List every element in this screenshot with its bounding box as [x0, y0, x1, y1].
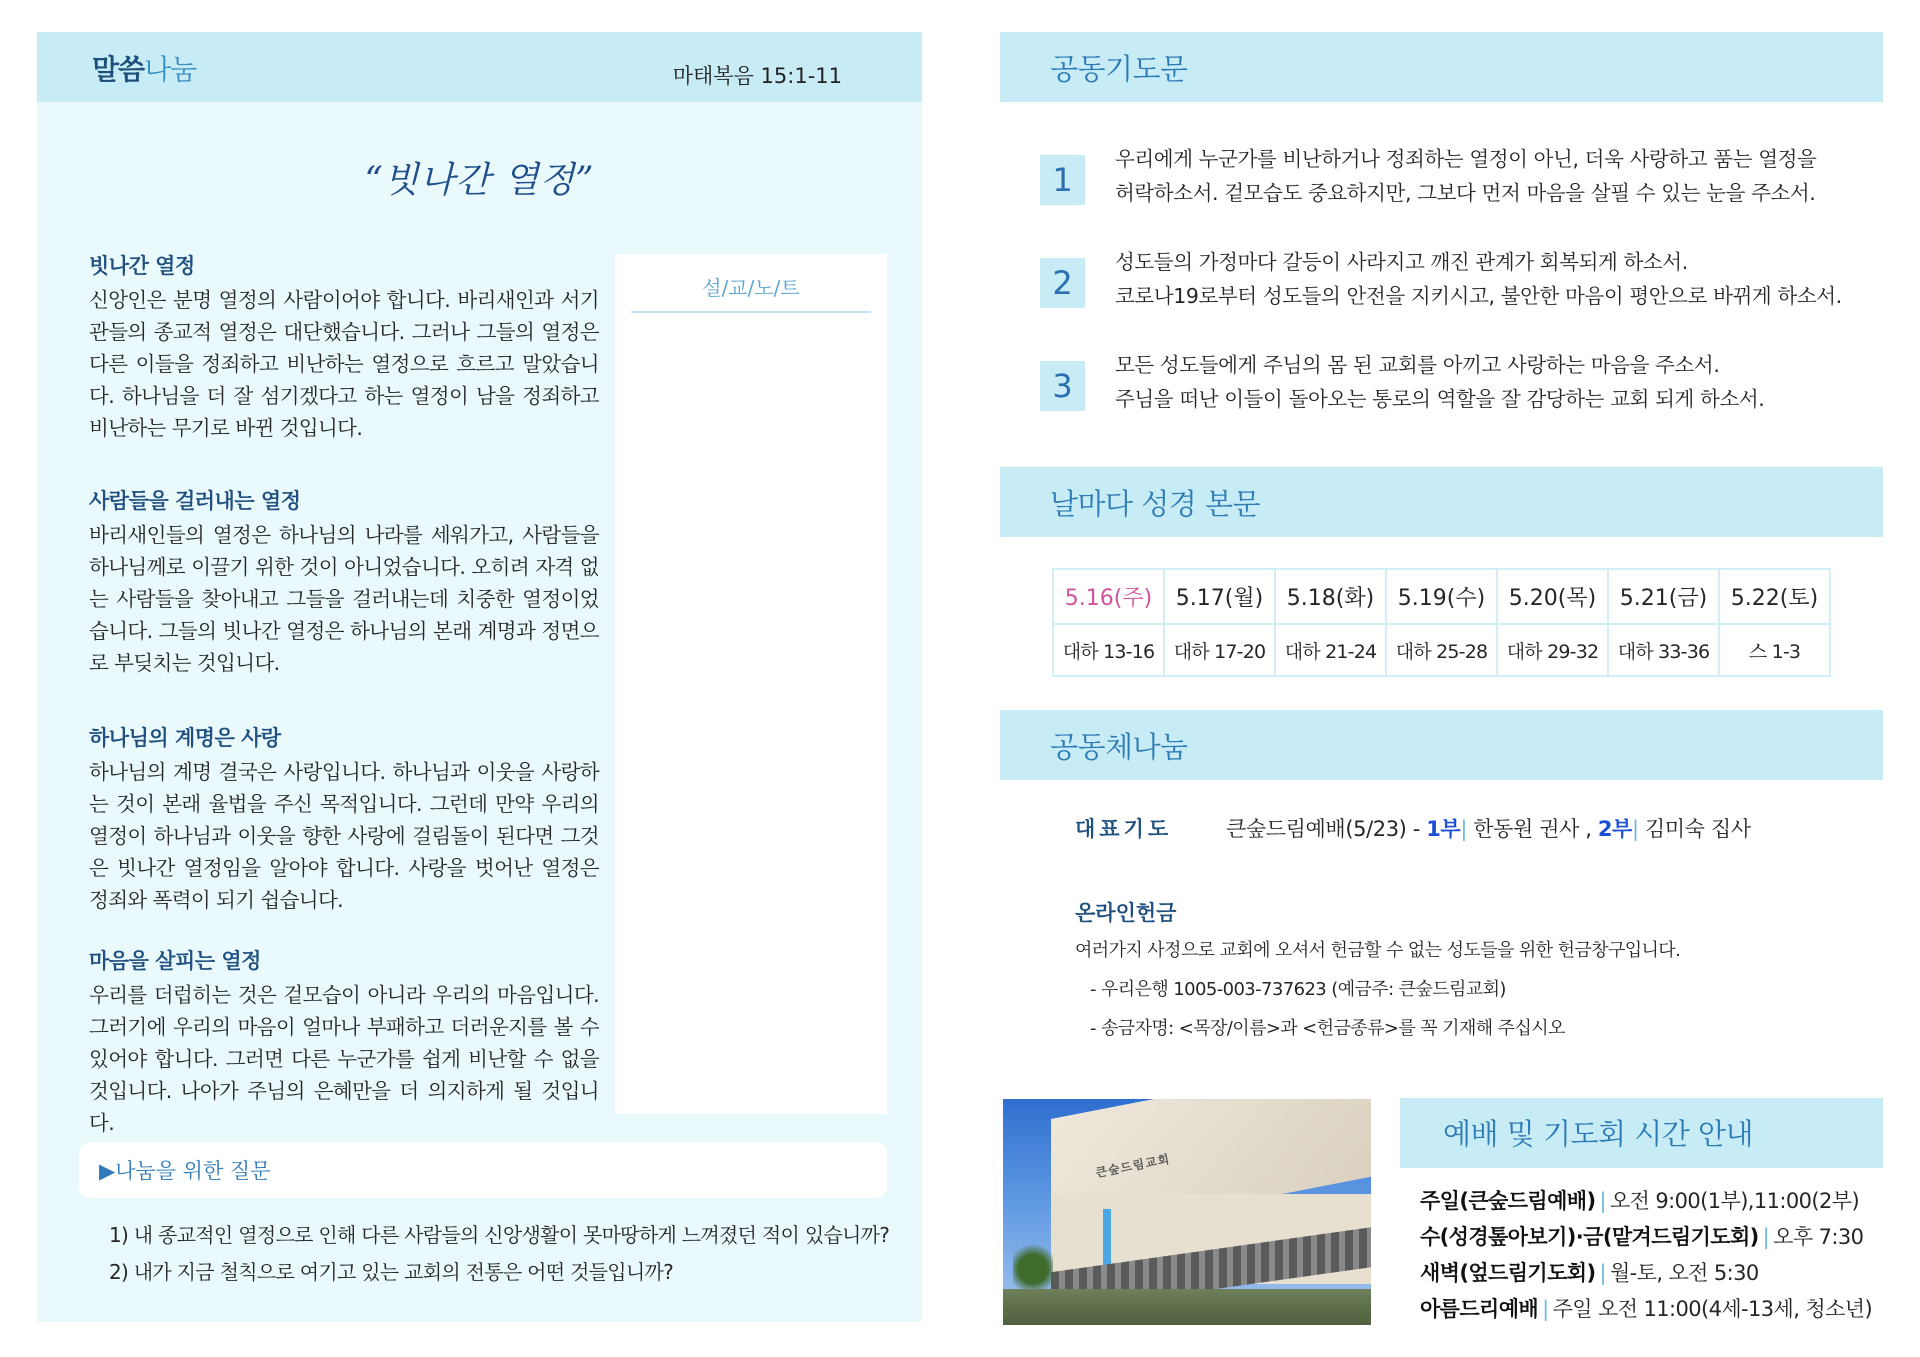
reading-day: 5.16(주) — [1053, 569, 1164, 624]
prayer-text — [1115, 245, 1842, 313]
representative-prayer-label: 대표기도 — [1075, 817, 1173, 841]
readings-refs-row — [1053, 624, 1830, 676]
question-item: 1) 내 종교적인 열정으로 인해 다른 사람들의 신앙생활이 못마땅하게 느껴졌던 적이 있습니까? — [109, 1223, 890, 1247]
divider: | — [1762, 1225, 1770, 1249]
sermon-label-b: 나눔 — [144, 53, 197, 86]
question-list — [109, 1217, 909, 1291]
prayer-line: 허락하소서. 겉모습도 중요하지만, 그보다 먼저 마음을 살필 수 있는 눈을 주소서. — [1115, 181, 1816, 205]
sermon-header — [37, 32, 922, 102]
online-offering-note: - 송금자명: <목장/이름>과 <헌금종류>를 꼭 기재해 주십시오 — [1090, 1018, 1565, 1039]
section-body: 바리새인들의 열정은 하나님의 나라를 세워가고, 사람들을 하나님께로 이끌기 위한 것이 아니었습니다. 오히려 자격 없는 사람들을 찾아내고 그들을 걸러내는데 치중한 열정이었습니다. 그들의 빗나간 열정은 하나님의 본래 계명과 정면으로 부딪치는 것입니다. — [89, 523, 599, 675]
sermon-label — [92, 48, 196, 88]
prayer-line: 성도들의 가정마다 갈등이 사라지고 깨진 관계가 회복되게 하소서. — [1115, 250, 1688, 274]
reading-ref: 대하 13-16 — [1053, 624, 1164, 676]
prayer-line: 코로나19로부터 성도들의 안전을 지키시고, 불안한 마음이 평안으로 바뀌게 하소서. — [1115, 284, 1842, 308]
prayer-line: 모든 성도들에게 주님의 몸 된 교회를 아끼고 사랑하는 마음을 주소서. — [1115, 353, 1720, 377]
reading-ref: 대하 33-36 — [1608, 624, 1719, 676]
representative-prayer-text — [1226, 813, 1751, 843]
prayer-title: 공동기도문 — [1050, 52, 1188, 86]
divider — [631, 311, 871, 313]
prayer-line: 우리에게 누군가를 비난하거나 정죄하는 열정이 아닌, 더욱 사랑하고 품는 열정을 — [1115, 147, 1817, 171]
building-window — [1103, 1209, 1111, 1269]
readings-table — [1052, 568, 1831, 677]
divider: | — [1460, 817, 1467, 841]
worship-row — [1420, 1185, 1859, 1215]
sermon-section — [89, 250, 599, 444]
prayer-number: 1 — [1040, 155, 1085, 205]
section-heading: 빗나간 열정 — [89, 254, 195, 278]
prayer-number: 3 — [1040, 361, 1085, 411]
sermon-title: “빗나간 열정” — [364, 160, 595, 201]
sermon-label-a: 말씀 — [92, 53, 145, 86]
community-title: 공동체나눔 — [1050, 730, 1188, 764]
rep-service: 큰숲드림예배(5/23) - — [1226, 817, 1420, 841]
building-sign: 큰숲드림교회 — [1094, 1151, 1172, 1181]
worship-name: 주일(큰숲드림예배) — [1420, 1189, 1596, 1213]
question-title: ▶나눔을 위한 질문 — [99, 1159, 271, 1183]
readings-title: 날마다 성경 본문 — [1050, 487, 1261, 521]
worship-row — [1420, 1221, 1863, 1251]
scripture-reference: 마태복음 15:1-11 — [672, 64, 842, 88]
divider: | — [1599, 1261, 1606, 1285]
worship-title: 예배 및 기도회 시간 안내 — [1443, 1117, 1754, 1151]
reading-ref: 대하 25-28 — [1386, 624, 1497, 676]
worship-name: 수(성경톺아보기)·금(맡겨드림기도회) — [1420, 1225, 1759, 1249]
reading-ref: 대하 17-20 — [1164, 624, 1275, 676]
sermon-section — [89, 485, 599, 679]
sermon-notes-box — [615, 254, 887, 1114]
worship-time: 월-토, 오전 5:30 — [1609, 1261, 1759, 1285]
online-offering-title: 온라인헌금 — [1075, 901, 1177, 925]
worship-row — [1420, 1257, 1759, 1287]
divider: | — [1542, 1297, 1549, 1321]
section-heading: 하나님의 계명은 사랑 — [89, 726, 281, 750]
online-offering-desc: 여러가지 사정으로 교회에 오셔서 헌금할 수 없는 성도들을 위한 헌금창구입니다. — [1075, 940, 1681, 961]
reading-ref: 스 1-3 — [1719, 624, 1830, 676]
rep-part-1: 1부 — [1426, 817, 1461, 841]
sermon-panel — [37, 32, 922, 1322]
divider: | — [1599, 1189, 1606, 1213]
section-body: 신앙인은 분명 열정의 사람이어야 합니다. 바리새인과 서기관들의 종교적 열정은 대단했습니다. 그러나 그들의 열정은 다른 이들을 정죄하고 비난하는 열정으로 흐르고 말았습니다. 하나님을 더 잘 섬기겠다고 하는 열정이 남을 정죄하고 비난하는 무기로 바뀐 것입니다. — [89, 288, 599, 440]
community-header — [1000, 710, 1883, 780]
worship-name: 새벽(엎드림기도회) — [1420, 1261, 1596, 1285]
online-offering-account: - 우리은행 1005-003-737623 (예금주: 큰숲드림교회) — [1090, 979, 1506, 1000]
reading-day: 5.22(토) — [1719, 569, 1830, 624]
worship-name: 아름드리예배 — [1420, 1297, 1539, 1321]
worship-time: 오전 9:00(1부),11:00(2부) — [1609, 1189, 1860, 1213]
rep-name-1: 한동원 권사 , — [1473, 817, 1592, 841]
readings-header — [1000, 467, 1883, 537]
reading-ref: 대하 21-24 — [1275, 624, 1386, 676]
prayer-line: 주님을 떠난 이들이 돌아오는 통로의 역할을 잘 감당하는 교회 되게 하소서. — [1115, 387, 1765, 411]
reading-day: 5.19(수) — [1386, 569, 1497, 624]
section-heading: 사람들을 걸러내는 열정 — [89, 489, 301, 513]
section-body: 우리를 더럽히는 것은 겉모습이 아니라 우리의 마음입니다. 그러기에 우리의 마음이 얼마나 부패하고 더러운지를 볼 수 있어야 합니다. 그러면 다른 누군가를 쉽게 비난할 수 없을 것입니다. 나아가 주님의 은혜만을 더 의지하게 될 것입니다. — [89, 983, 599, 1135]
worship-row — [1420, 1293, 1872, 1323]
rep-name-2: 김미숙 집사 — [1644, 817, 1751, 841]
reading-day: 5.21(금) — [1608, 569, 1719, 624]
prayer-header — [1000, 32, 1883, 102]
reading-day: 5.18(화) — [1275, 569, 1386, 624]
reading-day: 5.20(목) — [1497, 569, 1608, 624]
worship-time: 주일 오전 11:00(4세-13세, 청소년) — [1552, 1297, 1873, 1321]
rep-part-2: 2부 — [1597, 817, 1632, 841]
sermon-section — [89, 722, 599, 916]
ground — [1003, 1289, 1371, 1325]
section-heading: 마음을 살피는 열정 — [89, 949, 261, 973]
church-building-photo — [1003, 1099, 1371, 1325]
question-item: 2) 내가 지금 철칙으로 여기고 있는 교회의 전통은 어떤 것들입니까? — [109, 1260, 674, 1284]
readings-days-row — [1053, 569, 1830, 624]
prayer-text — [1115, 348, 1764, 416]
sermon-section — [89, 945, 599, 1139]
section-body: 하나님의 계명 결국은 사랑입니다. 하나님과 이웃을 사랑하는 것이 본래 율법을 주신 목적입니다. 그런데 만약 우리의 열정이 하나님과 이웃을 향한 사랑에 걸림돌이 된다면 그것은 빗나간 열정임을 알아야 합니다. 사랑을 벗어난 열정은 정죄와 폭력이 되기 쉽습니다. — [89, 760, 599, 912]
prayer-number: 2 — [1040, 258, 1085, 308]
prayer-text — [1115, 142, 1816, 210]
sermon-notes-title: 설/교/노/트 — [702, 276, 800, 300]
reading-ref: 대하 29-32 — [1497, 624, 1608, 676]
reading-day: 5.17(월) — [1164, 569, 1275, 624]
worship-time: 오후 7:30 — [1773, 1225, 1864, 1249]
question-bar — [79, 1142, 887, 1198]
divider: | — [1631, 817, 1639, 841]
